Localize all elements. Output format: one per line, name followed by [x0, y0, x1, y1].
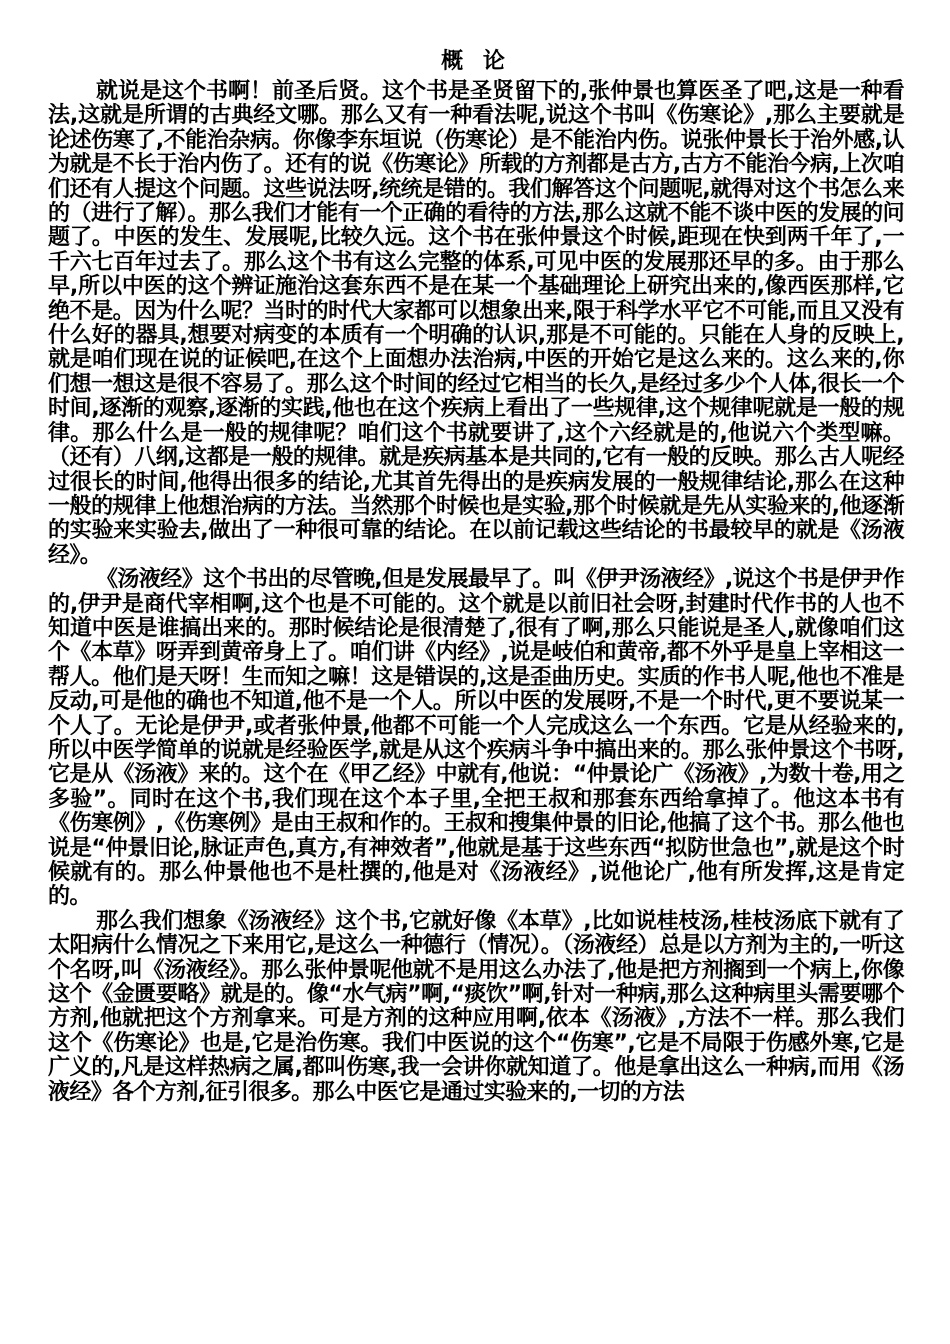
paragraph-1: 就说是这个书啊！前圣后贤。这个书是圣贤留下的,张仲景也算医圣了吧,这是一种看法,这就是所谓的古典经文哪。那么又有一种看法呢,说这个书叫《伤寒论》,那么主要就是论述伤寒了,不能治杂病。你像李东垣说（伤寒论）是不能治内伤。说张仲景长于治外感,认为就是不长于治内伤了。还有的说《伤寒论》所载的方剂都是古方,古方不能治今病,上次咱们还有人提这个问题。这些说法呀,统统是错的。我们解答这个问题呢,就得对这个书怎么来的（进行了解）。那么我们才能有一个正确的看待的方法,那么这就不能不谈中医的发展的问题了。中医的发生、发展呢,比较久远。这个书在张仲景这个时候,距现在快到两千年了,一千六七百年过去了。那么这个书有这么完整的体系,可见中医的发展那还早的多。由于那么早,所以中医的这个辨证施治这套东西不是在某一个基础理论上研究出来的,像西医那样,它绝不是。因为什么呢？当时的时代大家都可以想象出来,限于科学水平它不可能,而且又没有什么好的器具,想要对病变的本质有一个明确的认识,那是不可能的。只能在人身的反映上,就是咱们现在说的证候吧,在这个上面想办法治病,中医的开始它是这么来的。这么来的,你们想一想这是很不容易了。那么这个时间的经过它相当的长久,是经过多少个人体,很长一个时间,逐渐的观察,逐渐的实践,他也在这个疾病上看出了一些规律,这个规律呢就是一般的规律。那么什么是一般的规律呢？咱们这个书就要讲了,这个六经就是的,他说六个类型嘛。（还有）八纲,这都是一般的规律。就是疾病基本是共同的,它有一般的反映。那么古人呢经过很长的时间,他得出很多的结论,尤其首先得出的是疾病发展的一般规律结论,那么在这种一般的规律上他想治病的方法。当然那个时候也是实验,那个时候就是先从实验来的,他逐渐的实验来实验去,做出了一种很可靠的结论。在以前记载这些结论的书最较早的就是《汤液经》。 [48, 79, 904, 568]
document-page [48, 50, 904, 1105]
paragraph-3: 那么我们想象《汤液经》这个书,它就好像《本草》,比如说桂枝汤,桂枝汤底下就有了太阳病什么情况之下来用它,是这么一种德行（情况）。（汤液经）总是以方剂为主的,一听这个名呀,叫《汤液经》。那么张仲景呢他就不是用这么办法了,他是把方剂搁到一个病上,你像这个《金匮要略》就是的。像“水气病”啊,“痰饮”啊,针对一种病,那么这种病里头需要哪个方剂,他就把这个方剂拿来。可是方剂的这种应用啊,依本《汤液》,方法不一样。那么我们这个《伤寒论》也是,它是治伤寒。我们中医说的这个“伤寒”,它是不局限于伤感外寒,它是广义的,凡是这样热病之属,都叫伤寒,我一会讲你就知道了。他是拿出这么一种病,而用《汤液经》各个方剂,征引很多。那么中医它是通过实验来的,一切的方法 [48, 908, 904, 1105]
page-title: 概 论 [441, 49, 511, 74]
paragraph-2: 《汤液经》这个书出的尽管晚,但是发展最早了。叫《伊尹汤液经》,说这个书是伊尹作的,伊尹是商代宰相啊,这个也是不可能的。这个就是以前旧社会呀,封建时代作书的人也不知道中医是谁搞出来的。那时候结论是很清楚了,很有了啊,那么只能说是圣人,就像咱们这个《本草》呀弄到黄帝身上了。咱们讲《内经》,说是岐伯和黄帝,都不外乎是皇上宰相这一帮人。他们是天呀！生而知之嘛！这是错误的,这是歪曲历史。实质的作书人呢,他也不准是反动,可是他的确也不知道,他不是一个人。所以中医的发展呀,不是一个时代,更不要说某一个人了。无论是伊尹,或者张仲景,他都不可能一个人完成这么一个东西。它是从经验来的,所以中医学简单的说就是经验医学,就是从这个疾病斗争中搞出来的。那么张仲景这个书呀,它是从《汤液》来的。这个在《甲乙经》中就有,他说：“仲景论广《汤液》,为数十卷,用之多验”。同时在这个书,我们现在这个本子里,全把王叔和那套东西给拿掉了。他这本书有《伤寒例》,《伤寒例》是由王叔和作的。王叔和搜集仲景的旧论,他搞了这个书。那么他也说是“仲景旧论,脉证声色,真方,有神效者”,他就是基于这些东西“拟防世急也”,就是这个时候就有的。那么仲景他也不是杜撰的,他是对《汤液经》,说他论广,他有所发挥,这是肯定的。 [48, 567, 904, 910]
